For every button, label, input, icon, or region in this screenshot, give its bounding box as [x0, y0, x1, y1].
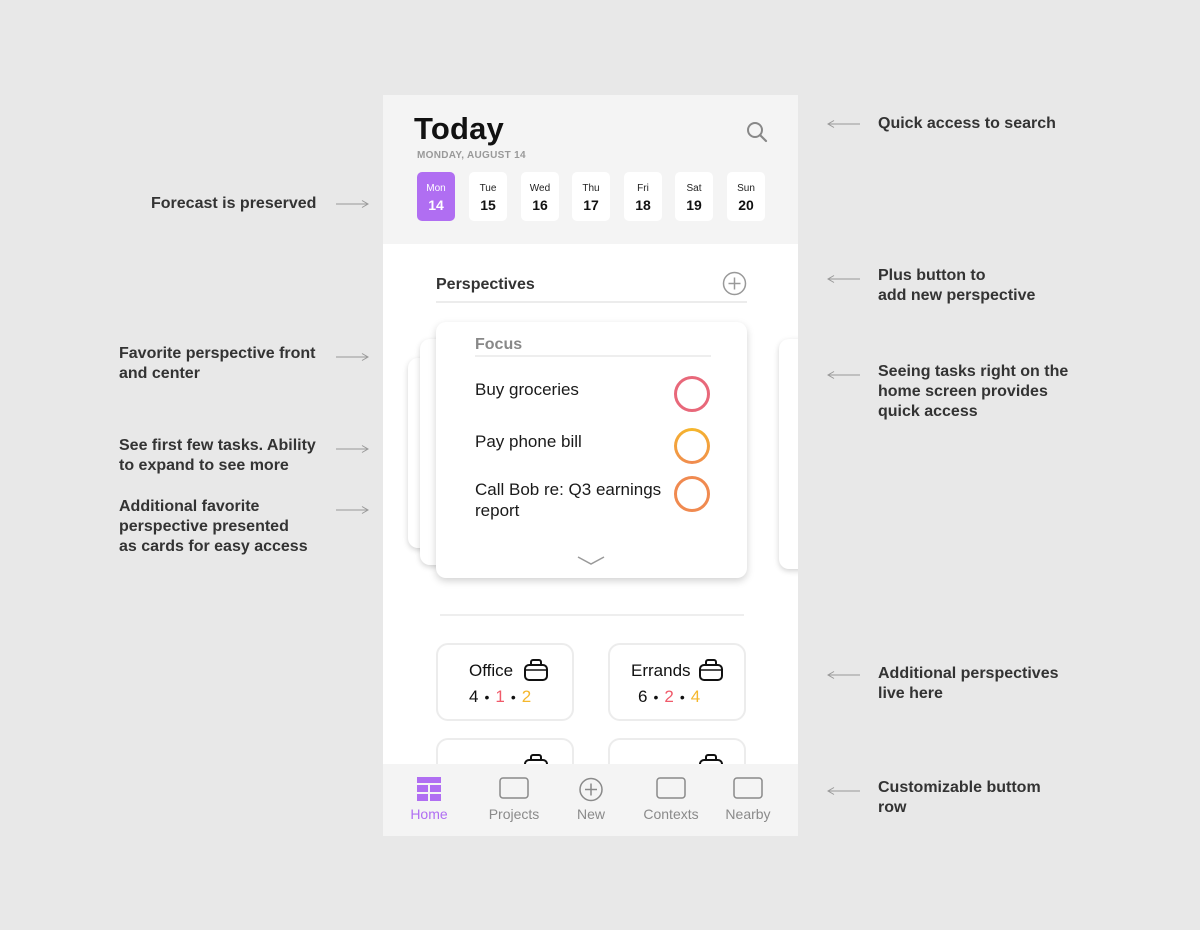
task-label[interactable]: Pay phone bill: [475, 432, 582, 451]
tab-label: Projects: [488, 806, 540, 822]
day-date: 15: [480, 197, 496, 213]
phone-screen: [383, 95, 798, 836]
annotation-tasks-home: Seeing tasks right on the home screen provides quick access: [878, 363, 1069, 420]
chevron-down-icon[interactable]: [576, 553, 606, 567]
next-card[interactable]: [779, 339, 798, 569]
task-ring-icon[interactable]: [674, 376, 710, 412]
perspective-tile-office[interactable]: [436, 643, 574, 721]
day-date: 20: [738, 197, 754, 213]
forecast-day[interactable]: [675, 172, 713, 221]
add-perspective-button[interactable]: [722, 271, 747, 296]
arrow-left-icon: [826, 670, 860, 680]
arrow-right-icon: [336, 199, 370, 209]
plus-circle-icon: [722, 271, 747, 296]
forecast-day[interactable]: [417, 172, 455, 221]
briefcase-icon: [523, 658, 549, 682]
tab-contexts[interactable]: [636, 764, 706, 836]
tile-name: Errands: [631, 661, 691, 680]
forecast-day[interactable]: [727, 172, 765, 221]
day-name: Wed: [529, 183, 551, 194]
count-yellow: 4: [690, 687, 701, 706]
divider: [440, 614, 744, 616]
day-name: Sun: [737, 183, 755, 194]
day-date: 18: [635, 197, 651, 213]
forecast-day[interactable]: [572, 172, 610, 221]
day-name: Tue: [479, 183, 497, 194]
tile-counts: [638, 687, 700, 707]
forecast-day[interactable]: [624, 172, 662, 221]
annotation-forecast: Forecast is preserved: [151, 195, 317, 212]
annotation-bottom-row: Customizable buttom row: [878, 779, 1041, 816]
day-name: Thu: [582, 183, 600, 194]
day-date: 14: [428, 197, 444, 213]
day-name: Fri: [637, 183, 649, 194]
day-date: 16: [532, 197, 548, 213]
tab-home[interactable]: [398, 764, 460, 836]
arrow-left-icon: [826, 274, 860, 284]
count-total: 4: [469, 687, 479, 706]
task-ring-icon[interactable]: [674, 428, 710, 464]
separator: •: [484, 689, 490, 705]
tab-label: New: [576, 806, 605, 822]
separator: •: [510, 689, 516, 705]
focus-perspective-card[interactable]: [436, 322, 747, 578]
day-date: 17: [583, 197, 599, 213]
annotation-favorite: Favorite perspective front and center: [119, 345, 316, 382]
count-red: 1: [495, 687, 505, 706]
annotation-search: Quick access to search: [878, 115, 1056, 132]
forecast-strip: [417, 172, 767, 222]
annotation-plus: Plus button to add new perspective: [878, 267, 1036, 304]
arrow-left-icon: [826, 786, 860, 796]
annotation-first-tasks: See first few tasks. Ability to expand to see more: [119, 437, 316, 474]
tab-new[interactable]: [565, 764, 617, 836]
annotation-cards: Additional favorite perspective presented as cards for easy access: [119, 498, 308, 555]
card-title: Focus: [475, 336, 523, 353]
arrow-left-icon: [826, 119, 860, 129]
count-yellow: 2: [521, 687, 532, 706]
arrow-right-icon: [336, 352, 370, 362]
header: [383, 95, 798, 244]
arrow-right-icon: [336, 444, 370, 454]
task-ring-icon[interactable]: [674, 476, 710, 512]
search-icon[interactable]: [745, 120, 769, 144]
tab-label: Home: [410, 806, 448, 822]
separator: •: [653, 689, 659, 705]
count-total: 6: [638, 687, 648, 706]
forecast-day[interactable]: [521, 172, 559, 221]
plus-circle-icon: [579, 777, 604, 807]
separator: •: [679, 689, 685, 705]
tab-label: Contexts: [643, 806, 699, 822]
arrow-right-icon: [336, 505, 370, 515]
tab-projects[interactable]: [481, 764, 547, 836]
tile-counts: [469, 687, 531, 707]
day-name: Mon: [426, 183, 446, 194]
tile-name: Office: [469, 661, 514, 680]
perspectives-heading: Perspectives: [436, 276, 535, 293]
briefcase-icon: [698, 658, 724, 682]
divider: [436, 301, 747, 303]
task-label[interactable]: Call Bob re: Q3 earnings report: [475, 480, 662, 520]
divider: [475, 355, 711, 357]
date-subtitle: MONDAY, AUGUST 14: [417, 150, 526, 161]
count-red: 2: [664, 687, 674, 706]
day-date: 19: [686, 197, 702, 213]
nearby-icon: [733, 777, 763, 804]
folder-icon: [499, 777, 529, 804]
task-label[interactable]: Buy groceries: [475, 380, 579, 399]
page-title: Today: [414, 111, 504, 146]
day-name: Sat: [686, 183, 702, 194]
perspective-tile-errands[interactable]: [608, 643, 746, 721]
arrow-left-icon: [826, 370, 860, 380]
annotation-additional: Additional perspectives live here: [878, 665, 1059, 702]
forecast-day[interactable]: [469, 172, 507, 221]
bottom-tab-bar: [383, 764, 798, 836]
contexts-icon: [656, 777, 686, 804]
tab-nearby[interactable]: [719, 764, 777, 836]
tab-label: Nearby: [725, 806, 771, 822]
grid-icon: [417, 777, 441, 806]
